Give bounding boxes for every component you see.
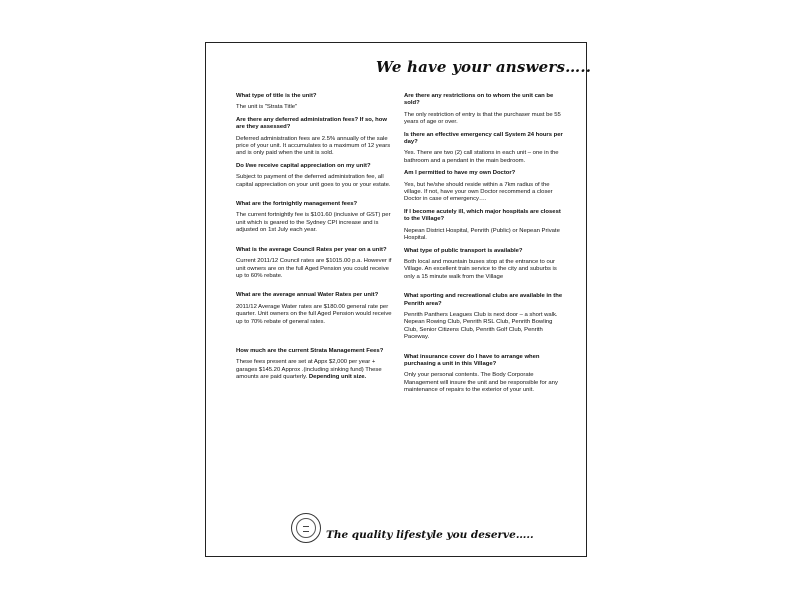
qa-item [404, 209, 566, 243]
answer: The current fortnightly fee is $101.60 (inclusive of GST) per unit which is geared to the Sydney CPI increase and is adjusted on 1st July each year. [236, 212, 391, 234]
answer: Both local and mountain buses stop at the entrance to our Village. An excellent train service to the city and suburbs is only a 15 minute walk from the Village [404, 258, 557, 280]
question: Are there any restrictions on to whom the unit can be sold? [404, 93, 554, 107]
qa-item [404, 293, 566, 341]
seal-mark [303, 526, 309, 532]
answer: Current 2011/12 Council rates are $1015.00 p.a. However if unit owners are on the full Aged Pension you could receive up to 60% rebate. [236, 258, 392, 279]
question: Are there any deferred administration fees? If so, how are they assessed? [236, 116, 387, 131]
left-column [236, 93, 394, 387]
answer [236, 359, 394, 381]
answer: Penrith Panthers Leagues Club is next door – a short walk. Nepean Rowing Club, Penrith RSL Club, Penrith Bowling Club, Senior Citizens Club, Penrith Golf Club, Penrith Paceway. [404, 311, 558, 341]
footer-tagline: The quality lifestyle you deserve….. [326, 529, 534, 541]
question: What type of title is the unit? [236, 93, 317, 99]
qa-item [404, 248, 566, 282]
qa-item [236, 93, 394, 112]
qa-item [236, 292, 394, 326]
answer: Yes. There are two (2) call stations in each unit – one in the bathroom and a pendant in the main bedroom. [404, 150, 559, 164]
answer: The unit is "Strata Title" [236, 104, 298, 111]
answer-emphasis: Depending unit size. [308, 374, 367, 381]
question: What type of public transport is available? [404, 247, 523, 254]
answer-text: These fees present are set at Appx $2,000 per year + garages $145.20 Approx .(including sinking fund) These amounts are paid quarterly. [236, 359, 382, 381]
question: What insurance cover do I have to arrange when purchasing a unit in this Village? [404, 353, 540, 367]
qa-item [404, 170, 566, 204]
answer: The only restriction of entry is that the purchaser must be 55 years of age or over. [404, 111, 561, 126]
page-heading: We have your answers….. [376, 58, 592, 76]
document-page [205, 42, 592, 557]
answer: Subject to payment of the deferred administration fee, all capital appreciation on your unit goes to you or your estate. [236, 174, 391, 188]
qa-item [404, 132, 566, 166]
question: What sporting and recreational clubs are available in the Penrith area? [404, 293, 563, 307]
question: What are the fortnightly management fees? [236, 201, 358, 208]
question: Am I permitted to have my own Doctor? [404, 170, 516, 177]
qa-item [404, 354, 566, 395]
question: If I become acutely ill, which major hospitals are closest to the Village? [404, 208, 561, 223]
seal-emblem-icon [291, 513, 321, 543]
qa-item [236, 163, 394, 189]
seal-inner-ring [296, 518, 316, 538]
question: What is the average Council Rates per year on a unit? [236, 246, 387, 253]
answer: Only your personal contents. The Body Corporate Management will insure the unit and be responsible for any maintenance of repairs to the exterior of your unit. [404, 372, 558, 394]
question: Do I/we receive capital appreciation on my unit? [236, 162, 371, 169]
question: What are the average annual Water Rates per unit? [236, 292, 379, 299]
question: Is there an effective emergency call System 24 hours per day? [404, 131, 563, 146]
qa-item [236, 247, 394, 281]
answer: Deferred administration fees are 2.5% annually of the sale price of your unit. It accumulates to a maximum of 12 years and is only paid when the unit is sold. [236, 135, 391, 157]
qa-item [236, 201, 394, 235]
qa-item [236, 348, 394, 382]
qa-item [236, 117, 394, 158]
qa-item [404, 93, 566, 127]
answer: 2011/12 Average Water rates are $180.00 general rate per quarter. Unit owners on the full Aged Pension would receive up to 70% rebate of general rates. [236, 303, 392, 325]
answer: Nepean District Hospital, Penrith (Public) or Nepean Private Hospital. [404, 227, 560, 242]
question: How much are the current Strata Management Fees? [236, 347, 384, 354]
right-column [404, 93, 566, 400]
answer: Yes, but he/she should reside within a 7km radius of the village. If not, have your own Doctor recommend a closer Doctor in case of emergency…. [404, 181, 553, 203]
